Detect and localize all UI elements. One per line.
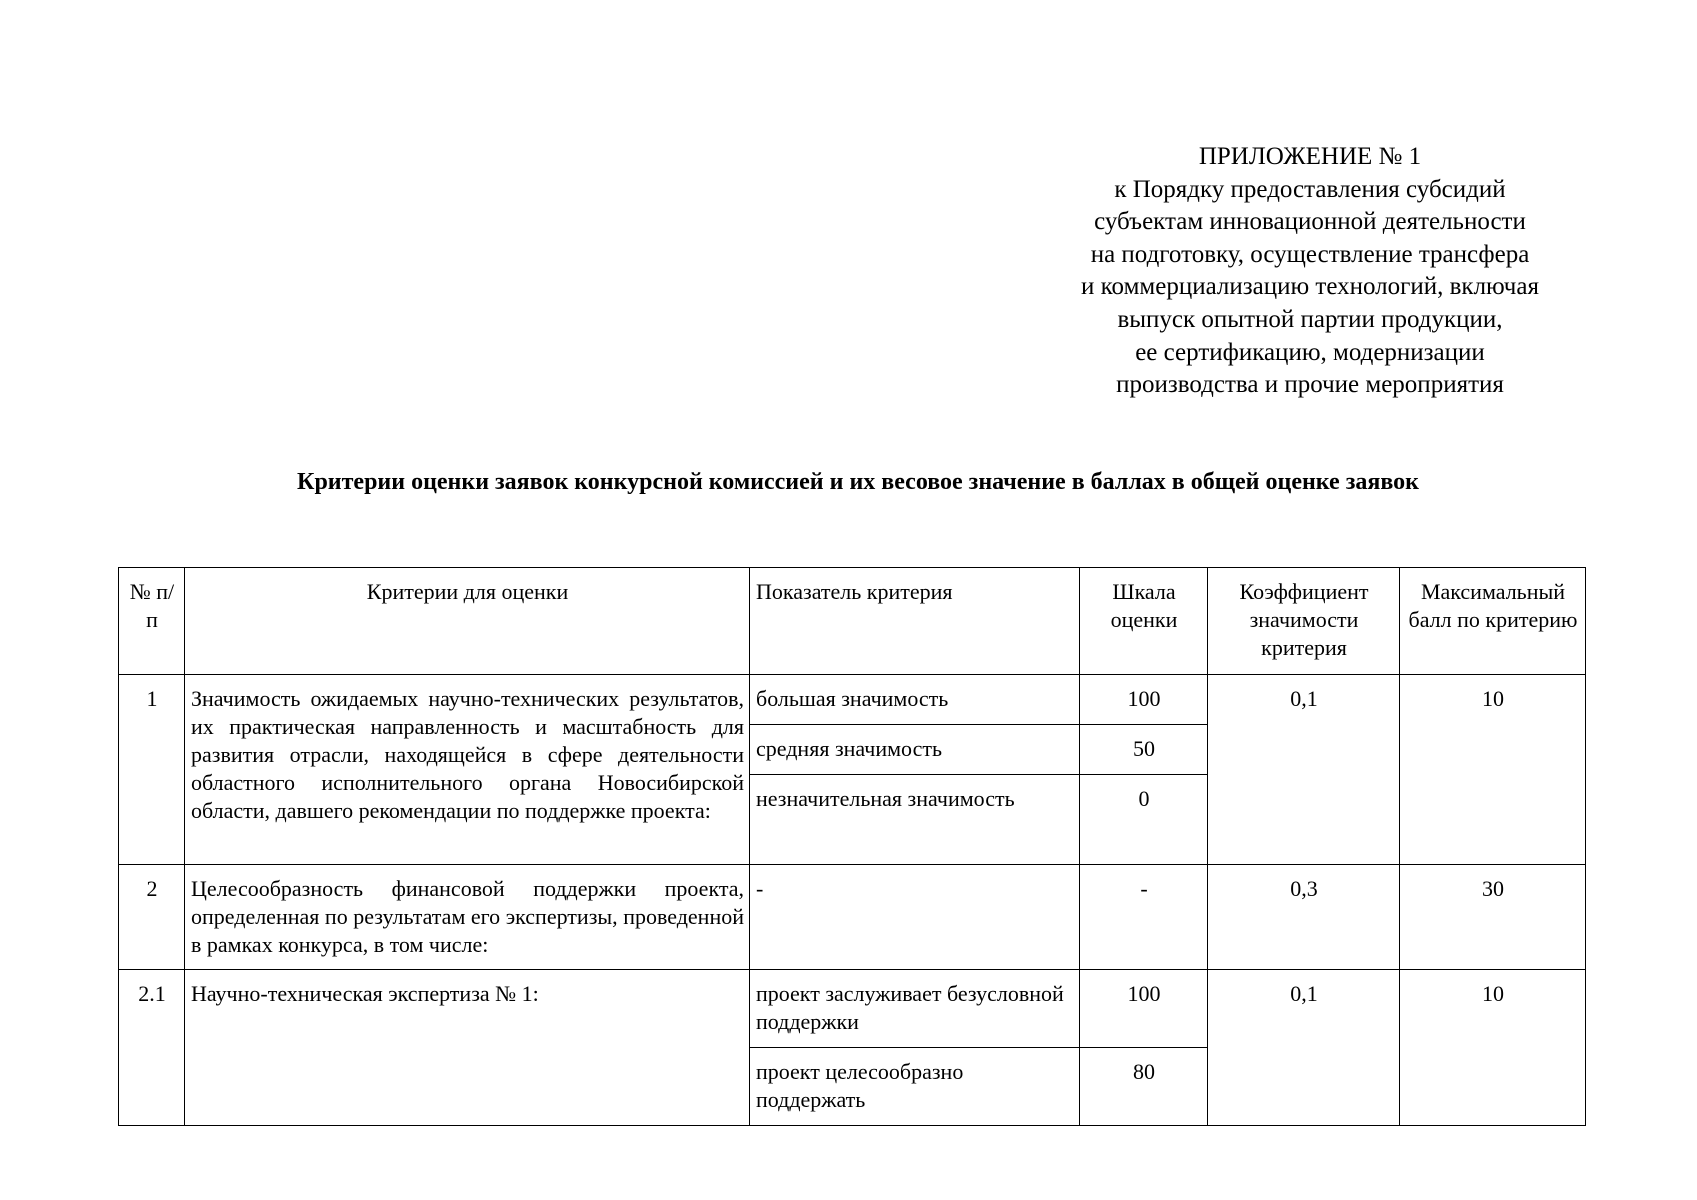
appendix-line: и коммерциализацию технологий, включая <box>1081 273 1539 301</box>
row-num: 2 <box>119 865 185 970</box>
appendix-line: производства и прочие мероприятия <box>1116 371 1504 399</box>
row-score: - <box>1080 865 1208 970</box>
row-max-score: 10 <box>1400 675 1586 865</box>
table-row <box>119 970 1586 1048</box>
appendix-line: ПРИЛОЖЕНИЕ № 1 <box>1198 143 1422 170</box>
row-coefficient: 0,3 <box>1208 865 1400 970</box>
row-num: 2.1 <box>119 970 185 1126</box>
table-row <box>119 675 1586 725</box>
header-coefficient: Коэффициент значимости критерия <box>1208 568 1400 675</box>
appendix-header <box>1020 141 1600 402</box>
row-indicator: незначительная значимость <box>750 775 1080 865</box>
row-criteria: Значимость ожидаемых научно-технических результатов, их практическая направленность и масштабность для развития отрасли, находящейся в сфере деятельности областного исполнительного органа Новосибирской области, давшего рекомендации по поддержке проекта: <box>185 675 750 865</box>
row-criteria: Целесообразность финансовой поддержки проекта, определенная по результатам его экспертизы, проведенной в рамках конкурса, в том числе: <box>185 865 750 970</box>
appendix-line: к Порядку предоставления субсидий <box>1114 175 1506 203</box>
header-max-score: Максимальный балл по критерию <box>1400 568 1586 675</box>
header-criteria: Критерии для оценки <box>185 568 750 675</box>
table-row <box>119 865 1586 970</box>
header-scale: Шкала оценки <box>1080 568 1208 675</box>
header-num: № п/п <box>119 568 185 675</box>
row-score: 80 <box>1080 1048 1208 1126</box>
row-score: 100 <box>1080 675 1208 725</box>
criteria-table <box>118 567 1586 1126</box>
row-indicator: большая значимость <box>750 675 1080 725</box>
row-indicator: проект целесообразно поддержать <box>750 1048 1080 1126</box>
row-indicator: средняя значимость <box>750 725 1080 775</box>
appendix-line: субъектам инновационной деятельности <box>1094 208 1526 236</box>
row-indicator: - <box>750 865 1080 970</box>
row-score: 0 <box>1080 775 1208 865</box>
row-indicator: проект заслуживает безусловной поддержки <box>750 970 1080 1048</box>
row-score: 100 <box>1080 970 1208 1048</box>
appendix-line: ее сертификацию, модернизации <box>1135 338 1485 366</box>
table-header-row <box>119 568 1586 675</box>
row-max-score: 10 <box>1400 970 1586 1126</box>
header-indicator: Показатель критерия <box>750 568 1080 675</box>
appendix-line: выпуск опытной партии продукции, <box>1117 305 1503 333</box>
row-score: 50 <box>1080 725 1208 775</box>
appendix-line: на подготовку, осуществление трансфера <box>1090 240 1530 268</box>
row-coefficient: 0,1 <box>1208 675 1400 865</box>
document-title: Критерии оценки заявок конкурсной комиссией и их весовое значение в баллах в общей оценке заявок <box>297 469 1419 495</box>
row-num: 1 <box>119 675 185 865</box>
row-criteria: Научно-техническая экспертиза № 1: <box>185 970 750 1126</box>
row-max-score: 30 <box>1400 865 1586 970</box>
row-coefficient: 0,1 <box>1208 970 1400 1126</box>
